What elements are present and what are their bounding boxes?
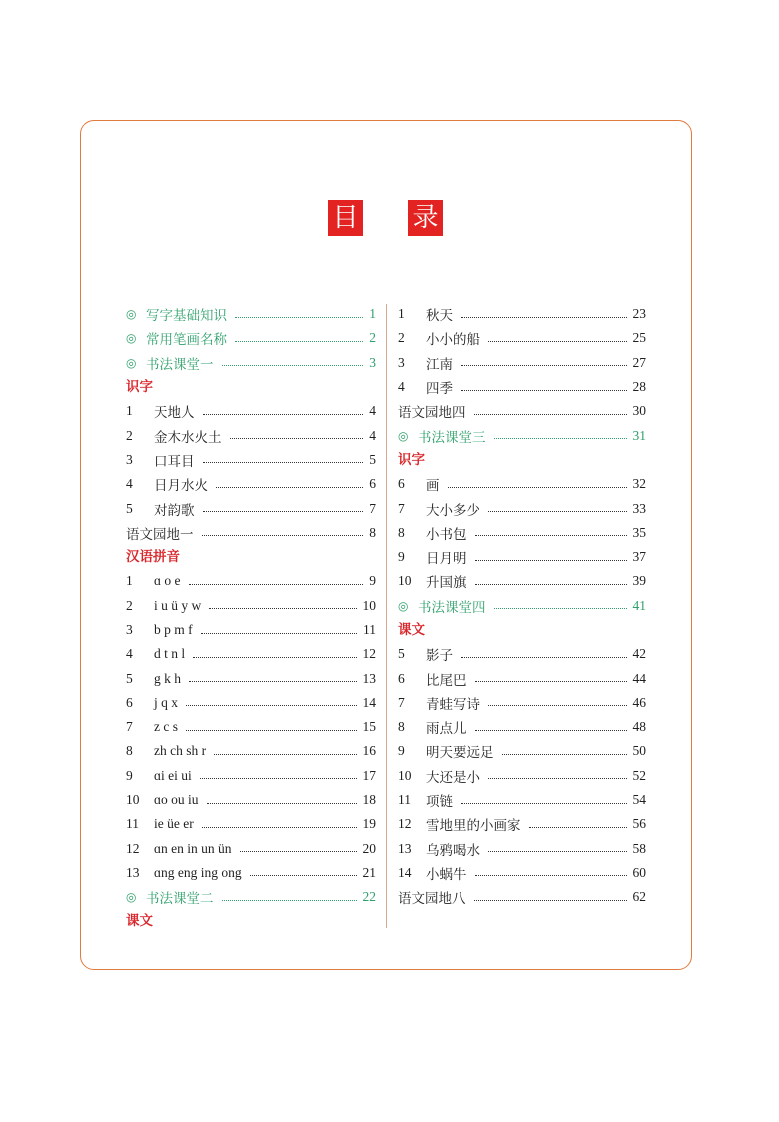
dot-leader xyxy=(202,535,364,536)
toc-entry[interactable] xyxy=(398,399,646,423)
entry-number: 1 xyxy=(126,573,133,589)
entry-page-number: 41 xyxy=(632,597,646,613)
entry-title: 天地人 xyxy=(154,405,195,422)
dot-leader xyxy=(235,317,363,318)
entry-title: 小蜗牛 xyxy=(426,866,467,883)
entry-page-number: 56 xyxy=(632,816,646,832)
dot-leader xyxy=(475,584,627,585)
dot-leader xyxy=(461,803,627,804)
entry-title: 大还是小 xyxy=(426,769,480,786)
entry-title: ɑo ou iu xyxy=(154,792,199,808)
entry-title: 书法课堂四 xyxy=(418,599,486,616)
dot-leader xyxy=(193,657,356,658)
toc-entry[interactable] xyxy=(126,764,376,788)
entry-page-number: 14 xyxy=(362,694,376,710)
entry-title: ɑ o e xyxy=(154,573,181,589)
dot-leader xyxy=(201,633,357,634)
toc-entry[interactable] xyxy=(398,423,646,447)
dot-leader xyxy=(502,754,627,755)
dot-leader xyxy=(214,754,356,755)
entry-number: 4 xyxy=(398,379,405,395)
dot-leader xyxy=(207,803,357,804)
entry-title: 项链 xyxy=(426,794,453,811)
toc-entry[interactable] xyxy=(398,472,646,496)
entry-page-number: 42 xyxy=(632,646,646,662)
entry-page-number: 4 xyxy=(369,403,376,419)
dot-leader xyxy=(488,511,627,512)
entry-number: 10 xyxy=(126,792,140,808)
toc-entry[interactable] xyxy=(398,545,646,569)
toc-entry[interactable] xyxy=(126,642,376,666)
entry-title: 对韵歌 xyxy=(154,502,195,519)
entry-page-number: 3 xyxy=(369,354,376,370)
entry-title: 青蛙写诗 xyxy=(426,696,480,713)
entry-page-number: 33 xyxy=(632,500,646,516)
section-heading: 识字 xyxy=(398,451,425,468)
dot-leader xyxy=(494,608,627,609)
entry-page-number: 58 xyxy=(632,840,646,856)
entry-number: 4 xyxy=(126,476,133,492)
toc-entry[interactable] xyxy=(126,812,376,836)
entry-title: z c s xyxy=(154,719,178,735)
entry-title: ɑn en in un ün xyxy=(154,840,232,856)
entry-page-number: 37 xyxy=(632,549,646,565)
entry-page-number: 15 xyxy=(362,719,376,735)
entry-page-number: 27 xyxy=(632,354,646,370)
entry-page-number: 32 xyxy=(632,476,646,492)
entry-page-number: 11 xyxy=(363,622,376,637)
toc-entry[interactable] xyxy=(126,423,376,447)
entry-number: 12 xyxy=(398,816,412,832)
entry-page-number: 48 xyxy=(632,719,646,735)
entry-page-number: 25 xyxy=(632,330,646,346)
entry-title: 书法课堂一 xyxy=(146,356,214,373)
entry-number: 12 xyxy=(126,840,140,856)
toc-left-column xyxy=(126,302,376,934)
toc-entry[interactable] xyxy=(126,666,376,690)
entry-page-number: 44 xyxy=(632,670,646,686)
entry-title: g k h xyxy=(154,670,181,686)
entry-title: 日月明 xyxy=(426,551,467,568)
entry-page-number: 46 xyxy=(632,694,646,710)
entry-number: 11 xyxy=(398,792,411,808)
dot-leader xyxy=(209,608,356,609)
entry-page-number: 1 xyxy=(369,306,376,322)
entry-number: 13 xyxy=(126,864,140,880)
dot-leader xyxy=(189,584,364,585)
entry-number: 2 xyxy=(398,330,405,346)
toc-entry[interactable] xyxy=(126,618,376,642)
entry-page-number: 17 xyxy=(362,767,376,783)
title-char-1: 目 xyxy=(328,200,363,236)
dot-leader xyxy=(250,875,357,876)
entry-title: 语文园地八 xyxy=(398,891,466,908)
dot-leader xyxy=(488,778,627,779)
entry-page-number: 6 xyxy=(369,476,376,492)
entry-page-number: 62 xyxy=(632,889,646,905)
dot-leader xyxy=(202,827,357,828)
dot-leader xyxy=(461,657,627,658)
entry-number: 8 xyxy=(398,719,405,735)
dot-leader xyxy=(529,827,627,828)
entry-title: j q x xyxy=(154,694,179,710)
entry-number: 8 xyxy=(398,524,405,540)
entry-number: 5 xyxy=(126,500,133,516)
entry-title: 小书包 xyxy=(426,526,467,543)
toc-entry[interactable] xyxy=(126,739,376,763)
entry-page-number: 31 xyxy=(632,427,646,443)
section-heading: 课文 xyxy=(126,913,153,930)
entry-page-number: 39 xyxy=(632,573,646,589)
entry-number: 13 xyxy=(398,840,412,856)
entry-number: 10 xyxy=(398,767,412,783)
toc-entry[interactable] xyxy=(398,351,646,375)
entry-title: 乌鸦喝水 xyxy=(426,842,480,859)
entry-title: 雪地里的小画家 xyxy=(426,818,521,835)
dot-leader xyxy=(488,705,627,706)
entry-page-number: 18 xyxy=(362,792,376,808)
toc-entry[interactable] xyxy=(126,691,376,715)
toc-entry[interactable] xyxy=(398,375,646,399)
entry-page-number: 2 xyxy=(369,330,376,346)
entry-page-number: 8 xyxy=(369,524,376,540)
entry-number: 6 xyxy=(398,476,405,492)
entry-title: 语文园地一 xyxy=(126,526,194,543)
entry-number: 7 xyxy=(398,694,405,710)
entry-title: 口耳目 xyxy=(154,453,195,470)
entry-number: 11 xyxy=(126,816,139,832)
entry-page-number: 12 xyxy=(362,646,376,662)
entry-number: 6 xyxy=(126,694,133,710)
entry-title: 四季 xyxy=(426,381,453,398)
toc-entry[interactable] xyxy=(398,691,646,715)
dot-leader xyxy=(203,462,364,463)
entry-number: 4 xyxy=(126,646,133,662)
entry-page-number: 30 xyxy=(632,403,646,419)
column-divider xyxy=(386,304,387,928)
dot-leader xyxy=(203,511,364,512)
toc-entry[interactable] xyxy=(398,642,646,666)
entry-number: 14 xyxy=(398,864,412,880)
entry-page-number: 35 xyxy=(632,524,646,540)
toc-entry[interactable] xyxy=(398,788,646,812)
toc-entry[interactable] xyxy=(126,788,376,812)
toc-entry[interactable] xyxy=(398,812,646,836)
toc-entry[interactable] xyxy=(126,569,376,593)
dot-leader xyxy=(203,414,364,415)
toc-entry[interactable] xyxy=(398,739,646,763)
entry-title: 常用笔画名称 xyxy=(146,332,227,349)
entry-title: 升国旗 xyxy=(426,575,467,592)
entry-number: 2 xyxy=(126,597,133,613)
entry-title: 大小多少 xyxy=(426,502,480,519)
entry-page-number: 16 xyxy=(362,743,376,759)
bullet-icon: ◎ xyxy=(126,890,137,905)
dot-leader xyxy=(461,365,627,366)
entry-number: 7 xyxy=(126,719,133,735)
dot-leader xyxy=(189,681,357,682)
toc-entry[interactable] xyxy=(126,399,376,423)
dot-leader xyxy=(488,851,627,852)
entry-title: ɑng eng ing ong xyxy=(154,864,242,880)
entry-number: 3 xyxy=(126,622,133,637)
entry-title: 江南 xyxy=(426,356,453,373)
entry-title: 秋天 xyxy=(426,308,453,325)
entry-number: 3 xyxy=(398,354,405,370)
toc-entry[interactable] xyxy=(126,521,376,545)
entry-number: 9 xyxy=(126,767,133,783)
dot-leader xyxy=(475,730,627,731)
toc-entry[interactable] xyxy=(398,302,646,326)
toc-entry[interactable] xyxy=(398,594,646,618)
bullet-icon: ◎ xyxy=(398,428,409,443)
entry-title: d t n l xyxy=(154,646,186,662)
toc-entry[interactable] xyxy=(126,351,376,375)
entry-page-number: 7 xyxy=(369,500,376,516)
entry-title: 雨点儿 xyxy=(426,721,467,738)
dot-leader xyxy=(200,778,357,779)
entry-number: 5 xyxy=(398,646,405,662)
dot-leader xyxy=(474,414,627,415)
toc-entry[interactable] xyxy=(398,496,646,520)
entry-title: ɑi ei ui xyxy=(154,767,192,783)
entry-number: 3 xyxy=(126,451,133,467)
toc-entry[interactable] xyxy=(398,326,646,350)
entry-number: 2 xyxy=(126,427,133,443)
entry-page-number: 60 xyxy=(632,864,646,880)
dot-leader xyxy=(186,730,357,731)
dot-leader xyxy=(474,900,627,901)
dot-leader xyxy=(475,681,627,682)
dot-leader xyxy=(488,341,627,342)
entry-title: i u ü y w xyxy=(154,597,202,613)
toc-entry[interactable] xyxy=(126,837,376,861)
entry-title: zh ch sh r xyxy=(154,743,207,759)
toc-entry[interactable] xyxy=(126,302,376,326)
toc-entry[interactable] xyxy=(398,764,646,788)
entry-number: 1 xyxy=(398,306,405,322)
dot-leader xyxy=(186,705,356,706)
bullet-icon: ◎ xyxy=(126,307,137,322)
entry-number: 7 xyxy=(398,500,405,516)
toc-entry[interactable] xyxy=(398,569,646,593)
toc-entry[interactable] xyxy=(126,496,376,520)
bullet-icon: ◎ xyxy=(126,331,137,346)
toc-right-column xyxy=(398,302,646,909)
entry-number: 9 xyxy=(398,743,405,759)
entry-title: 书法课堂三 xyxy=(418,429,486,446)
entry-title: 影子 xyxy=(426,648,453,665)
page-title xyxy=(0,200,779,236)
entry-number: 9 xyxy=(398,549,405,565)
dot-leader xyxy=(461,390,627,391)
entry-page-number: 19 xyxy=(362,816,376,832)
entry-title: 日月水火 xyxy=(154,478,208,495)
entry-title: 比尾巴 xyxy=(426,672,467,689)
toc-entry[interactable] xyxy=(398,861,646,885)
dot-leader xyxy=(475,875,627,876)
entry-page-number: 52 xyxy=(632,767,646,783)
bullet-icon: ◎ xyxy=(398,598,409,613)
section-heading: 课文 xyxy=(398,621,425,638)
dot-leader xyxy=(222,365,364,366)
entry-page-number: 28 xyxy=(632,379,646,395)
dot-leader xyxy=(216,487,363,488)
entry-title: 画 xyxy=(426,478,440,495)
toc-entry[interactable] xyxy=(398,885,646,909)
section-heading: 识字 xyxy=(126,378,153,395)
dot-leader xyxy=(475,535,627,536)
dot-leader xyxy=(461,317,627,318)
entry-number: 5 xyxy=(126,670,133,686)
entry-title: 明天要远足 xyxy=(426,745,494,762)
toc-entry[interactable] xyxy=(398,521,646,545)
entry-page-number: 4 xyxy=(369,427,376,443)
entry-title: 书法课堂二 xyxy=(146,891,214,908)
dot-leader xyxy=(235,341,363,342)
entry-number: 1 xyxy=(126,403,133,419)
entry-page-number: 22 xyxy=(362,889,376,905)
dot-leader xyxy=(240,851,357,852)
entry-page-number: 5 xyxy=(369,451,376,467)
toc-entry[interactable] xyxy=(126,861,376,885)
entry-page-number: 21 xyxy=(362,864,376,880)
toc-entry[interactable] xyxy=(126,885,376,909)
dot-leader xyxy=(448,487,627,488)
entry-title: 小小的船 xyxy=(426,332,480,349)
entry-title: 写字基础知识 xyxy=(146,308,227,325)
entry-title: 语文园地四 xyxy=(398,405,466,422)
toc-entry[interactable] xyxy=(398,837,646,861)
section-heading: 汉语拼音 xyxy=(126,548,180,565)
toc-entry[interactable] xyxy=(126,326,376,350)
entry-page-number: 23 xyxy=(632,306,646,322)
entry-number: 10 xyxy=(398,573,412,589)
entry-number: 8 xyxy=(126,743,133,759)
entry-page-number: 50 xyxy=(632,743,646,759)
toc-entry[interactable] xyxy=(126,715,376,739)
title-char-2: 录 xyxy=(408,200,443,236)
entry-title: ie üe er xyxy=(154,816,194,832)
entry-number: 6 xyxy=(398,670,405,686)
entry-page-number: 13 xyxy=(362,670,376,686)
bullet-icon: ◎ xyxy=(126,355,137,370)
entry-page-number: 54 xyxy=(632,792,646,808)
toc-entry[interactable] xyxy=(126,594,376,618)
toc-entry[interactable] xyxy=(398,666,646,690)
entry-page-number: 20 xyxy=(362,840,376,856)
toc-entry[interactable] xyxy=(126,448,376,472)
toc-entry[interactable] xyxy=(398,715,646,739)
entry-title: b p m f xyxy=(154,622,193,637)
dot-leader xyxy=(222,900,357,901)
entry-page-number: 10 xyxy=(362,597,376,613)
entry-title: 金木水火土 xyxy=(154,429,222,446)
dot-leader xyxy=(230,438,364,439)
dot-leader xyxy=(494,438,627,439)
toc-entry[interactable] xyxy=(126,472,376,496)
dot-leader xyxy=(475,560,627,561)
entry-page-number: 9 xyxy=(369,573,376,589)
